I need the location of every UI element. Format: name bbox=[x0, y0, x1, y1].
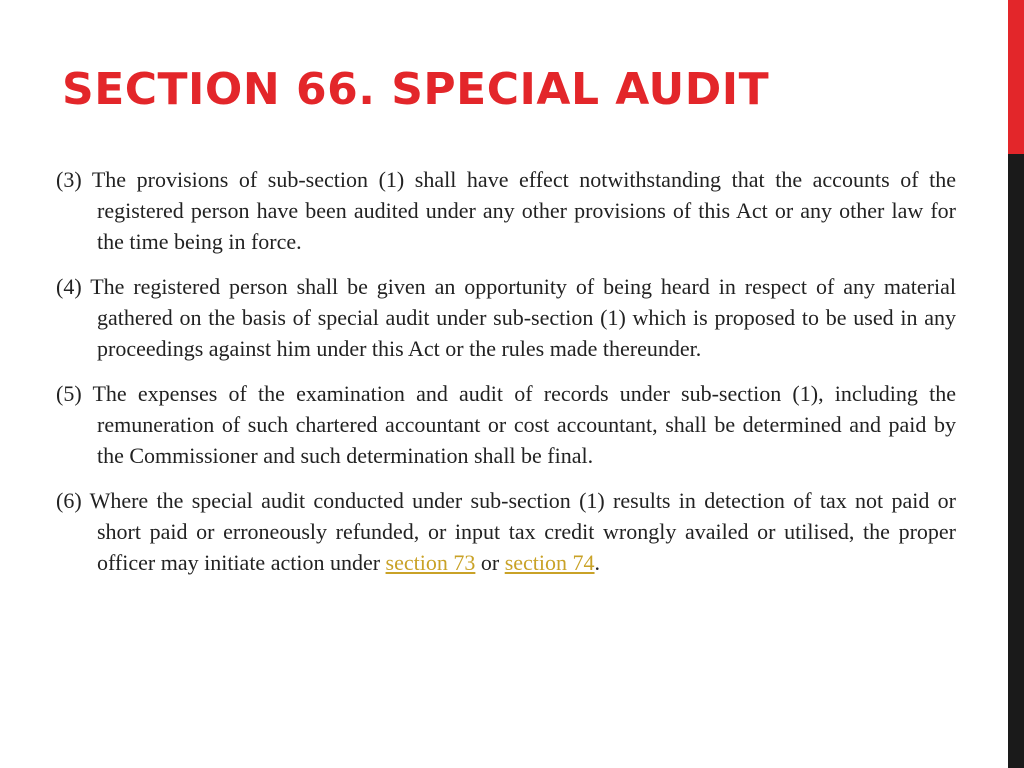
clause-text: Where the special audit conducted under sub-section (1) results in detection of tax not paid or short paid or erroneously refunded, or input tax credit wrongly availed or utilised, the proper officer may initiate action under bbox=[89, 488, 956, 575]
clause-text: The registered person shall be given an opportunity of being heard in respect of any material gathered on the basis of special audit under sub-section (1) which is proposed to be used in any proceedings against him under this Act or the rules made thereunder. bbox=[90, 274, 956, 361]
section-74-link[interactable]: section 74 bbox=[504, 550, 595, 575]
clause-text-connector: or bbox=[480, 550, 500, 575]
clause-number: (6) bbox=[56, 488, 82, 513]
accent-bar-dark bbox=[1008, 154, 1024, 768]
clause-text-end: . bbox=[594, 550, 601, 575]
accent-bar-red bbox=[1008, 0, 1024, 154]
clause-5 bbox=[56, 378, 956, 471]
clause-4 bbox=[56, 271, 956, 364]
clause-list bbox=[56, 164, 956, 592]
clause-number: (5) bbox=[56, 381, 82, 406]
clause-6 bbox=[56, 485, 956, 578]
clause-3 bbox=[56, 164, 956, 257]
section-73-link[interactable]: section 73 bbox=[385, 550, 476, 575]
clause-text: The provisions of sub-section (1) shall have effect notwithstanding that the accounts of the registered person have been audited under any other provisions of this Act or any other law for the time being in force. bbox=[91, 167, 956, 254]
slide-title: SECTION 66. SPECIAL AUDIT bbox=[62, 64, 770, 115]
clause-number: (4) bbox=[56, 274, 82, 299]
clause-number: (3) bbox=[56, 167, 82, 192]
clause-text: The expenses of the examination and audit of records under sub-section (1), including the remuneration of such chartered accountant or cost accountant, shall be determined and paid by the Commissioner and such determination shall be final. bbox=[92, 381, 956, 468]
